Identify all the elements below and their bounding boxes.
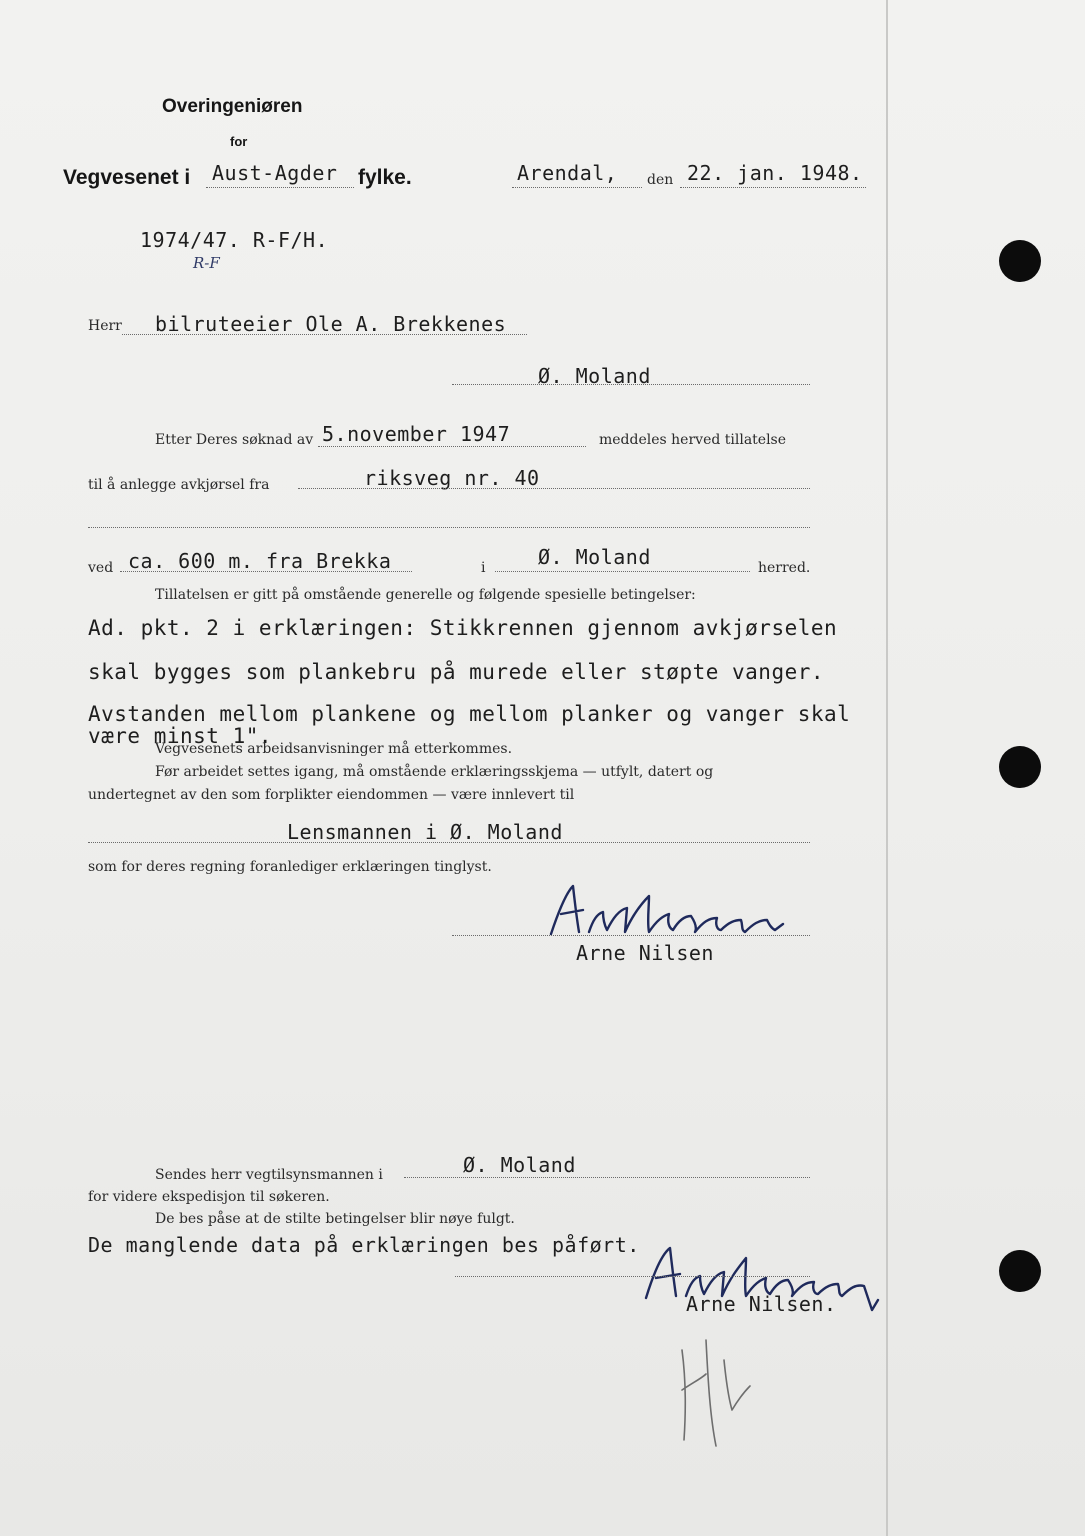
addressee-name-line (122, 334, 527, 335)
date-line (680, 187, 866, 188)
road-line (298, 488, 810, 489)
punch-hole-top (999, 240, 1041, 282)
reference-handwritten: R-F (193, 254, 220, 272)
missing-data-note: De manglende data på erklæringen bes påført. (88, 1233, 640, 1257)
addressee-salutation: Herr (88, 318, 122, 334)
letterhead-den: den (647, 172, 674, 188)
location-mid: i (481, 560, 486, 576)
addressee-place-line (452, 384, 810, 385)
special-condition-line: skal bygges som plankebru på murede eller støpte vanger. (88, 660, 825, 684)
forward-line (404, 1177, 810, 1178)
county-line (206, 187, 354, 188)
municipality: Ø. Moland (538, 545, 651, 569)
footer-signature-line (455, 1276, 810, 1277)
instructions-line-1: Vegvesenets arbeidsanvisninger må etterkommes. (155, 741, 513, 757)
road: riksveg nr. 40 (364, 466, 540, 490)
location-line (120, 571, 412, 572)
reminder-text: De bes påse at de stilte betingelser blir nøye fulgt. (155, 1211, 515, 1227)
forward-prefix: Sendes herr vegtilsynsmannen i (155, 1167, 383, 1183)
letterhead-fylke: fylke. (358, 166, 412, 189)
addressee-name: bilruteeier Ole A. Brekkenes (155, 312, 507, 336)
instructions-line-2: Før arbeidet settes igang, må omstående erklæringsskjema — utfylt, datert og (155, 764, 714, 780)
special-condition-line: Avstanden mellom plankene og mellom planker og vanger skal (88, 702, 851, 726)
municipality-suffix: herred. (758, 560, 811, 576)
municipality-line (495, 571, 750, 572)
letterhead-agency: Vegvesenet i (63, 166, 191, 189)
handwritten-signature (545, 880, 790, 942)
forward-place: Ø. Moland (463, 1153, 576, 1177)
addressee-place: Ø. Moland (538, 364, 651, 388)
punch-hole-middle (999, 746, 1041, 788)
registration-text: som for deres regning foranlediger erklæringen tinglyst. (88, 859, 492, 875)
letterhead-for: for (230, 134, 248, 149)
application-date-line (318, 446, 586, 447)
application-prefix: Etter Deres søknad av (155, 432, 314, 448)
instructions-line-3: undertegnet av den som forplikter eiendommen — være innlevert til (88, 787, 575, 803)
location: ca. 600 m. fra Brekka (128, 549, 392, 573)
footer-signature-name: Arne Nilsen. (686, 1292, 837, 1316)
place-line (512, 187, 642, 188)
punch-hole-bottom (999, 1250, 1041, 1292)
recipient-office: Lensmannen i Ø. Moland (287, 820, 563, 844)
special-condition-line: være minst 1". (88, 724, 273, 748)
grant-text: meddeles herved tillatelse (599, 432, 787, 448)
letterhead-date: 22. jan. 1948. (687, 161, 863, 185)
letterhead-county: Aust-Agder (212, 161, 338, 185)
access-prefix: til å anlegge avkjørsel fra (88, 477, 270, 493)
special-condition-line: Ad. pkt. 2 i erklæringen: Stikkrennen gjennom avkjørselen (88, 616, 838, 640)
letterhead-place: Arendal, (517, 161, 618, 185)
forward-line-2: for videre ekspedisjon til søkeren. (88, 1189, 330, 1205)
conditions-intro: Tillatelsen er gitt på omstående generelle og følgende spesielle betingelser: (155, 587, 696, 603)
recipient-line (88, 842, 810, 843)
reference-number: 1974/47. R-F/H. (140, 228, 329, 252)
blank-line (88, 527, 810, 528)
application-date: 5.november 1947 (322, 422, 511, 446)
letterhead-office: Overingeniøren (162, 96, 303, 117)
signature-name: Arne Nilsen (576, 941, 714, 965)
signature-line (452, 935, 810, 936)
page-margin-line (886, 0, 888, 1536)
location-prefix: ved (88, 560, 114, 576)
pencil-initials (672, 1320, 762, 1450)
